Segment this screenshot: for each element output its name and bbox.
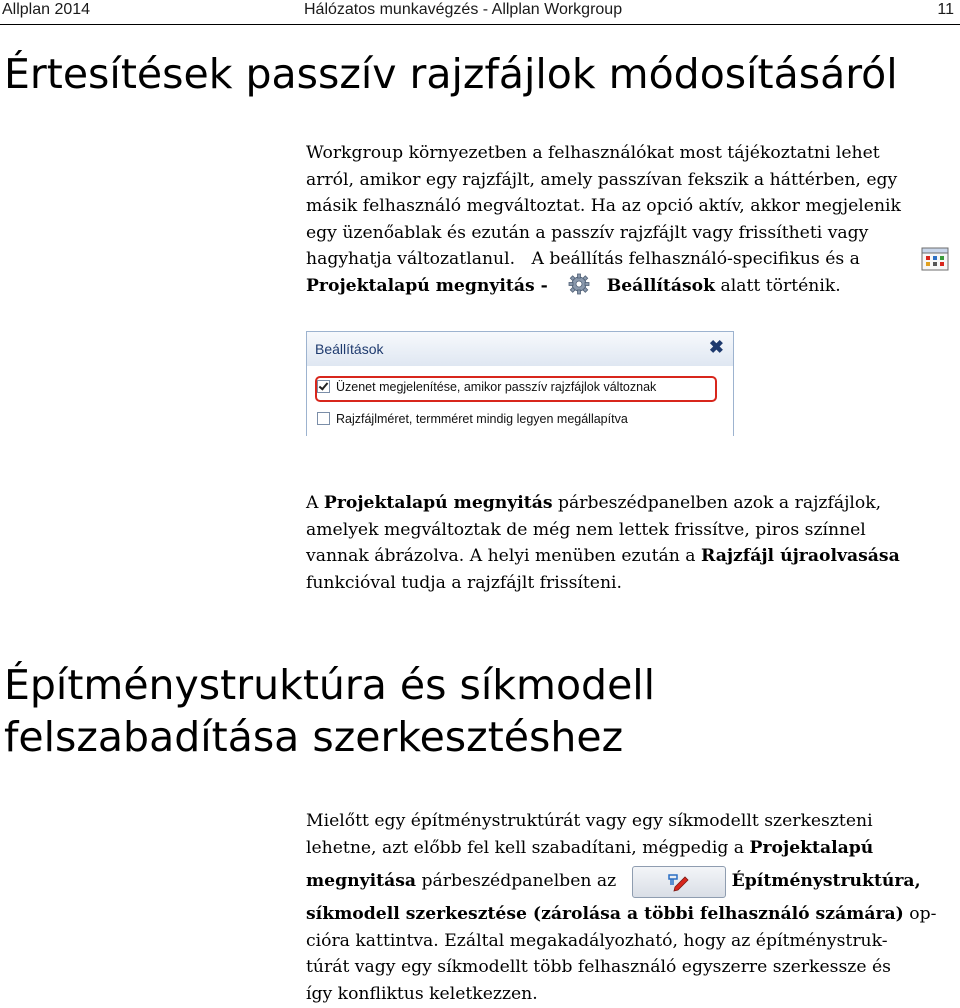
text-line — [306, 273, 901, 300]
text-line: túrát vagy egy síkmodellt több felhasználó egyszerre szerkessze és — [306, 957, 891, 978]
header-product: Allplan 2014 — [2, 1, 91, 18]
text-line: arról, amikor egy rajzfájlt, amely passzívan fekszik a háttérben, egy — [306, 169, 898, 190]
text-segment: vannak ábrázolva. A helyi menüben ezután a — [306, 546, 702, 567]
text-segment: lehetne, azt előbb fel kell szabadítani, mégpedig a — [306, 837, 750, 858]
option-drawing-file-size[interactable] — [317, 412, 628, 426]
text-line: Mielőtt egy építménystruktúrát vagy egy síkmodellt szerkeszteni — [306, 811, 873, 831]
project-open-icon — [921, 247, 949, 271]
page-number: 11 — [937, 1, 954, 18]
text-segment: párbeszédpanelben az — [416, 871, 617, 892]
text-line: másik felhasználó megváltoztat. Ha az opció aktív, akkor megjelenik — [306, 196, 901, 217]
pencil-icon — [633, 867, 725, 897]
section-title-notifications: Értesítések passzív rajzfájlok módosításáról — [4, 50, 898, 98]
option-notify-passive-changes[interactable] — [317, 380, 656, 394]
edit-building-structure-button[interactable] — [632, 866, 726, 898]
title-line: felszabadítása szerkesztéshez — [4, 713, 624, 761]
text-line: funkcióval tudja a rajzfájlt frissíteni. — [306, 572, 623, 593]
gear-icon — [567, 273, 593, 293]
option-ref-plane-model: síkmodell szerkesztése (zárolása a többi felhasználó számára) — [306, 904, 904, 925]
text-line: cióra kattintva. Ezáltal megakadályozható, hogy az építménystruk- — [306, 930, 888, 951]
paragraph-unlock — [306, 808, 936, 1008]
checkbox[interactable] — [317, 412, 330, 425]
text-line: hagyhatja változatlanul. A beállítás felhasználó-specifikus és a — [306, 249, 860, 270]
settings-dialog — [306, 331, 734, 436]
text-line — [306, 490, 900, 517]
text-line — [306, 543, 900, 570]
text-line: Workgroup környezetben a felhasználókat most tájékoztatni lehet — [306, 143, 880, 163]
option-label: Rajzfájlméret, termméret mindig legyen megállapítva — [336, 412, 628, 426]
text-segment: A — [306, 493, 324, 513]
text-segment: alatt történik. — [715, 275, 841, 296]
text-segment: op- — [903, 904, 937, 925]
text-line — [306, 901, 936, 928]
menu-ref-project-open: megnyitása — [306, 871, 417, 892]
header-divider — [0, 24, 960, 25]
paragraph-red-files — [306, 490, 900, 596]
section-title-building-structure — [4, 659, 655, 763]
text-line — [306, 835, 936, 862]
text-line: amelyek megváltoztak de még nem lettek frissítve, piros színnel — [306, 519, 866, 540]
menu-ref-project-open: Projektalapú megnyitás - — [306, 275, 548, 296]
menu-ref-project-open: Projektalapú megnyitás — [323, 493, 553, 513]
checkbox-checked[interactable] — [317, 380, 330, 393]
text-segment: párbeszédpanelben azok a rajzfájlok, — [552, 493, 882, 513]
menu-ref-reload-file: Rajzfájl újraolvasása — [701, 546, 900, 567]
option-ref-building-structure: Építménystruktúra, — [731, 871, 921, 892]
title-line: Építménystruktúra és síkmodell — [4, 661, 656, 709]
header-chapter: Hálózatos munkavégzés - Allplan Workgroup — [304, 1, 623, 18]
dialog-titlebar — [307, 332, 733, 366]
menu-ref-settings: Beállítások — [606, 275, 716, 296]
dialog-title: Beállítások — [315, 341, 384, 357]
text-line — [306, 861, 936, 901]
paragraph-intro — [306, 140, 901, 300]
close-icon[interactable]: ✖ — [708, 337, 724, 357]
text-line: így konfliktus keletkezzen. — [306, 983, 538, 1004]
menu-ref-project-open: Projektalapú — [749, 837, 874, 858]
option-label: Üzenet megjelenítése, amikor passzív rajzfájlok változnak — [336, 380, 657, 394]
dialog-body — [307, 366, 733, 436]
text-line: egy üzenőablak és ezután a passzív rajzfájlt vagy frissítheti vagy — [306, 222, 869, 243]
